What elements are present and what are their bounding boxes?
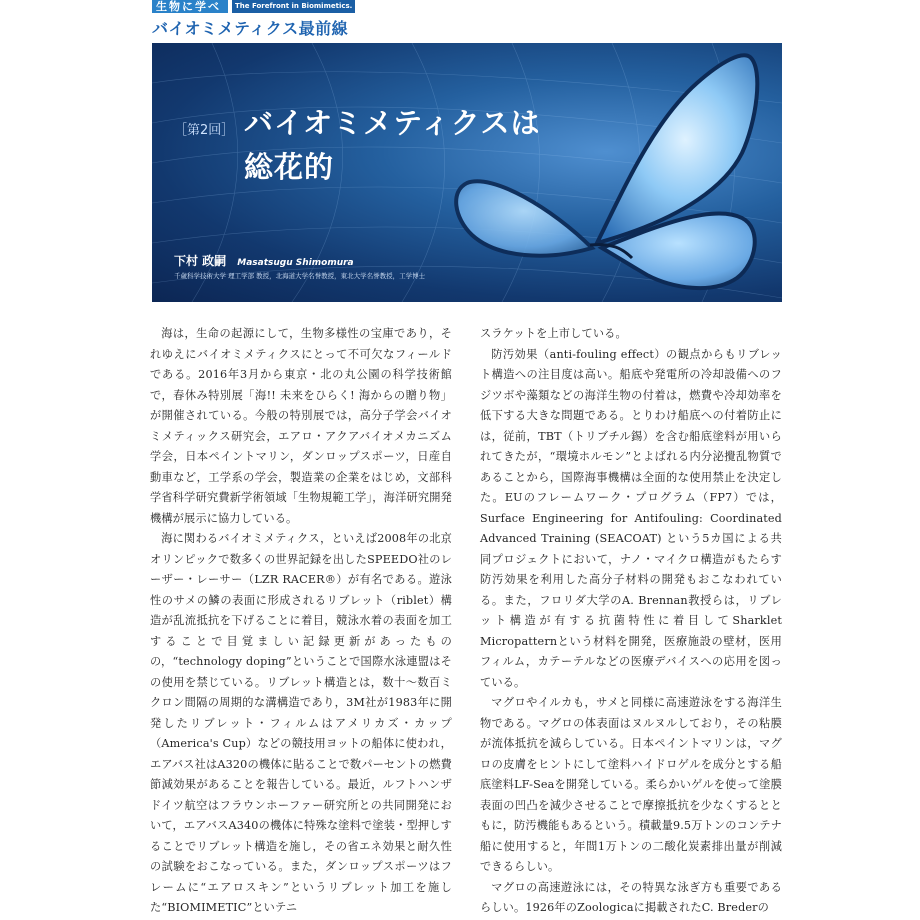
author-name-ja: 下村 政嗣	[174, 254, 227, 268]
paragraph: スラケットを上市している。	[480, 327, 627, 340]
article-column-left	[150, 324, 452, 919]
article-column-right	[480, 324, 782, 919]
paragraph: 防汚効果（anti-fouling effect）の観点からもリブレット構造への注目度は高い。船底や発電所の冷却設備へのフジツボや藻類などの海洋生物の付着は，燃費や冷却効率を低下する大きな問題である。とりわけ船底への付着防止には，従前，TBT（トリブチル錫）を含む船底塗料が用いられてきたが，“環境ホルモン”とよばれる内分泌攪乱物質であることから，国際海事機構は全面的な使用禁止を決定した。EUのフレームワーク・プログラム（FP7）では，Surface Engineering for Antifouling: Coordinated Advanced Training (SEACOAT) という5カ国による共同プロジェクトにおいて，ナノ・マイクロ構造がもたらす防汚効果を利用した高分子材料の開発もおこなわれている。また，フロリダ大学のA. Brennan教授らは，リブレット構造が有する抗菌特性に着目してSharklet Micropatternという材料を開発，医療施設の壁材，医用フィルム，カテーテルなどの医療デバイスへの応用を図っている。	[480, 347, 782, 689]
article-title	[244, 101, 574, 189]
series-badge: 生物に学べ	[152, 0, 228, 13]
article-title-line2: 総花的	[244, 150, 335, 184]
series-title: バイオミメティクス最前線	[152, 19, 349, 38]
series-subtitle-en: The Forefront in Biomimetics.	[232, 0, 355, 13]
hero-banner	[152, 43, 782, 302]
article-title-line1: バイオミメティクスは	[244, 106, 541, 140]
author-affiliation: 千歳科学技術大学 理工学部 教授，北海道大学名誉教授，東北大学名誉教授，工学博士	[174, 272, 426, 280]
paragraph: マグロやイルカも，サメと同様に高速遊泳をする海洋生物である。マグロの体表面はヌルヌルしており，その粘膜が流体抵抗を減らしている。日本ペイントマリンは，マグロの皮膚をヒントにして塗料ハイドロゲルを成分とする船底塗料LF-Seaを開発している。柔らかいゲルを使って塗膜表面の凹凸を減少させることで摩擦抵抗を少なくするとともに，防汚機能もあるという。積載量9.5万トンのコンテナ船に使用すると，年間1万トンの二酸化炭素排出量が削減できるらしい。	[480, 696, 782, 873]
author-name-en: Masatsugu Shimomura	[237, 258, 354, 268]
paragraph: 海に関わるバイオミメティクス，といえば2008年の北京オリンピックで数多くの世界記録を出したSPEEDO社のレーザー・レーサー（LZR RACER®）が有名である。遊泳性のサメの鱗の表面に形成されるリブレット（riblet）構造が乱流抵抗を下げることに着目，競泳水着の表面を加工することで目覚ましい記録更新があったものの，“technology doping”ということで国際水泳連盟はその使用を禁じている。リブレット構造とは，数十〜数百ミクロン間隔の周期的な溝構造であり，3M社が1983年に開発したリブレット・フィルムはアメリカズ・カップ（America's Cup）などの競技用ヨットの船体に使われ，エアバス社はA320の機体に貼ることで数パーセントの燃費節減効果があることを報告している。最近，ルフトハンザドイツ航空はフラウンホーファー研究所との共同開発において，エアバスA340の機体に特殊な塗料で塗装・型押しすることでリブレット構造を施し，その省エネ効果と耐久性の試験をおこなっている。また，ダンロップスポーツはフレームに“エアロスキン”というリブレット加工を施した“BIOMIMETIC”といテニ	[150, 532, 452, 914]
paragraph: マグロの高速遊泳には，その特異な泳ぎ方も重要であるらしい。1926年のZoologicaに掲載されたC. Brederの	[480, 880, 782, 914]
paragraph: 海は，生命の起源にして，生物多様性の宝庫であり，それゆえにバイオミメティクスにとって不可欠なフィールドである。2016年3月から東京・北の丸公園の科学技術館で，春休み特別展「海!! 未来をひらく! 海からの贈り物」が開催されている。今般の特別展では，高分子学会バイオミメティックス研究会，エアロ・アクアバイオメカニズム学会，日本ペイントマリン，ダンロップスポーツ，日産自動車など，工学系の学会，製造業の企業をはじめ，文部科学省科学研究費新学術領域「生物規範工学」，海洋研究開発機構が展示に協力している。	[150, 327, 452, 525]
issue-label: ［第2回］	[174, 123, 235, 138]
author	[174, 250, 354, 269]
